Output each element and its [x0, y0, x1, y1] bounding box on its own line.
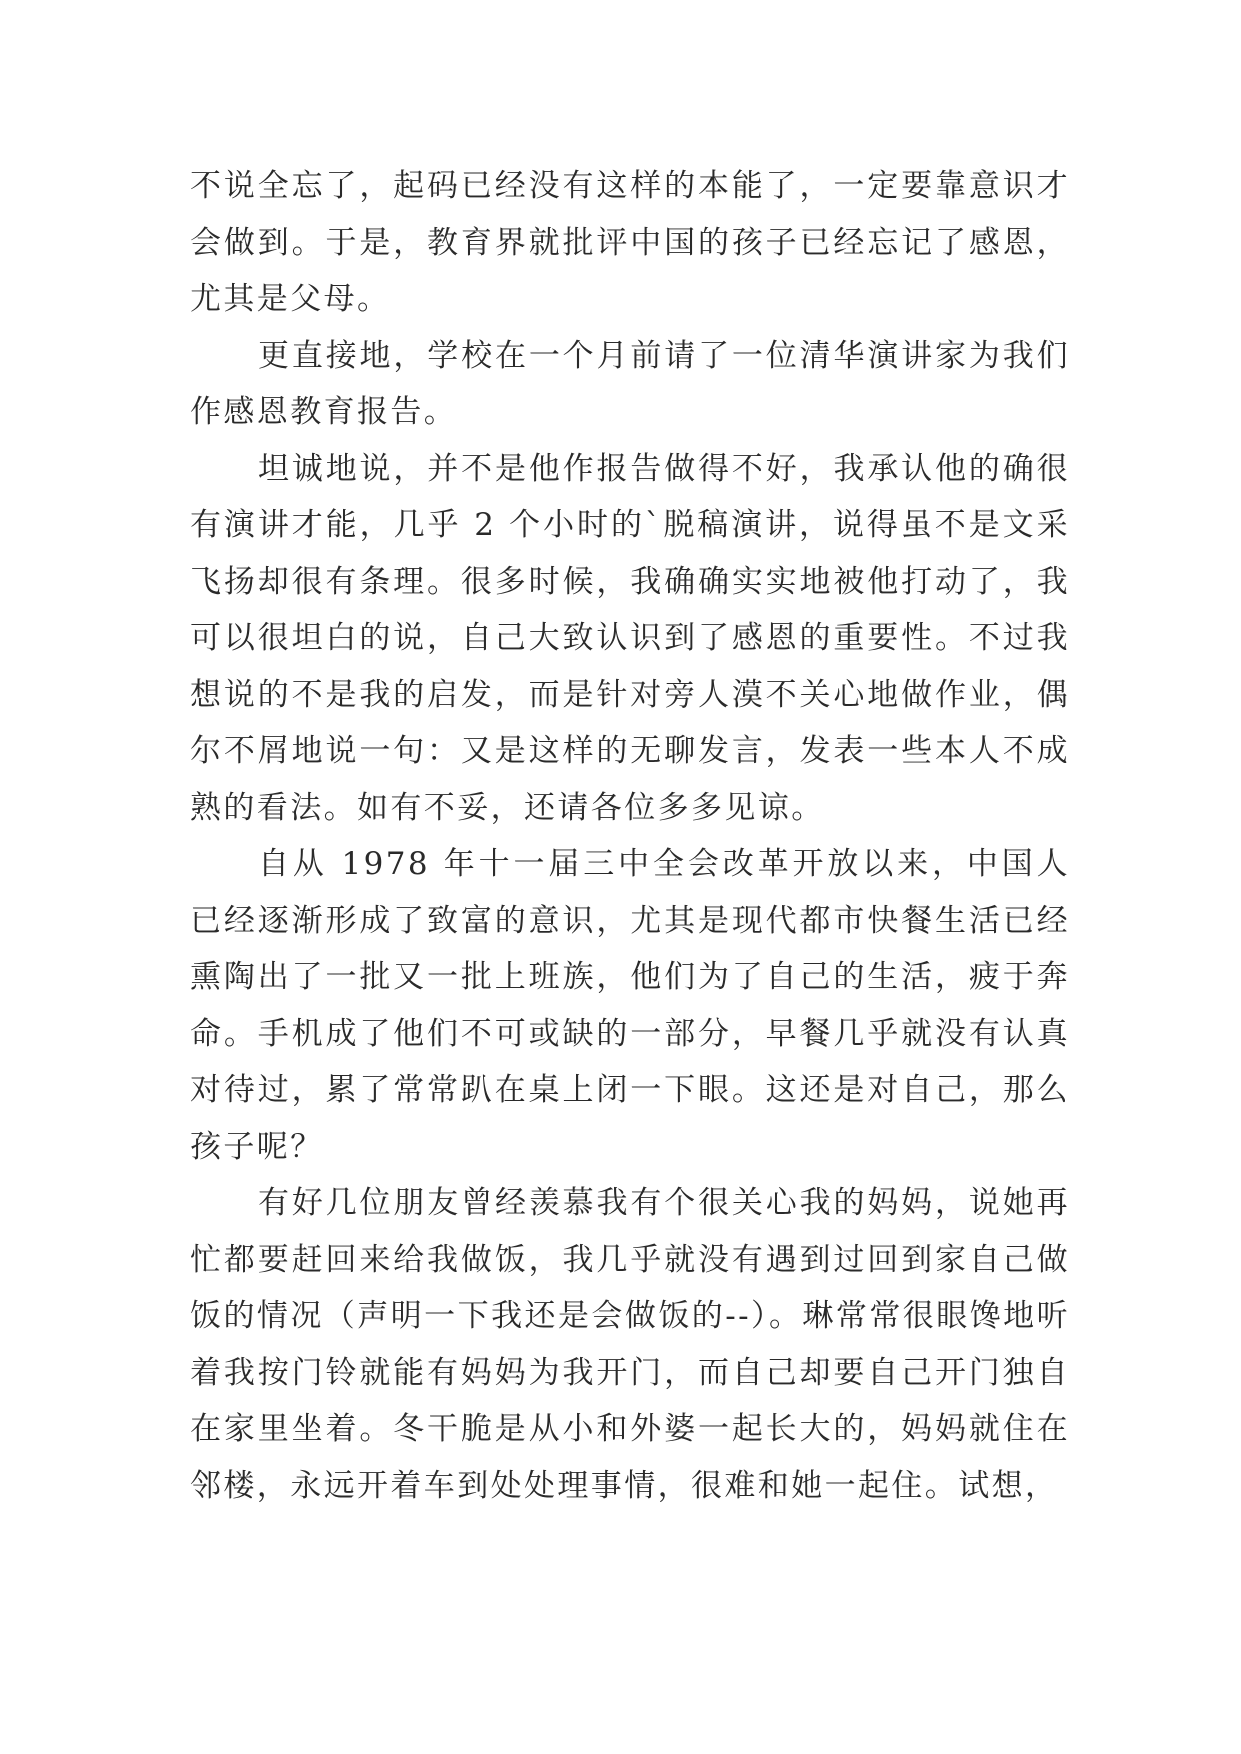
paragraph-3: 坦诚地说，并不是他作报告做得不好，我承认他的确很有演讲才能，几乎 2 个小时的`脱稿演讲，说得虽不是文采飞扬却很有条理。很多时候，我确确实实地被他打动了，我可以很坦白的说，自己大致认识到了感恩的重要性。不过我想说的不是我的启发，而是针对旁人漠不关心地做作业，偶尔不屑地说一句：又是这样的无聊发言，发表一些本人不成熟的看法。如有不妥，还请各位多多见谅。	[190, 450, 1070, 826]
document-body	[190, 158, 1070, 1514]
paragraph-1: 不说全忘了，起码已经没有这样的本能了，一定要靠意识才会做到。于是，教育界就批评中国的孩子已经忘记了感恩，尤其是父母。	[190, 168, 1070, 317]
paragraph-5: 有好几位朋友曾经羡慕我有个很关心我的妈妈，说她再忙都要赶回来给我做饭，我几乎就没有遇到过回到家自己做饭的情况（声明一下我还是会做饭的--）。琳常常很眼馋地听着我按门铃就能有妈妈为我开门，而自己却要自己开门独自在家里坐着。冬干脆是从小和外婆一起长大的，妈妈就住在邻楼，永远开着车到处处理事情，很难和她一起住。试想，	[190, 1185, 1070, 1504]
paragraph-2: 更直接地，学校在一个月前请了一位清华演讲家为我们作感恩教育报告。	[190, 337, 1070, 430]
paragraph-4: 自从 1978 年十一届三中全会改革开放以来，中国人已经逐渐形成了致富的意识，尤其是现代都市快餐生活已经熏陶出了一批又一批上班族，他们为了自己的生活，疲于奔命。手机成了他们不可或缺的一部分，早餐几乎就没有认真对待过，累了常常趴在桌上闭一下眼。这还是对自己，那么孩子呢？	[190, 846, 1070, 1165]
